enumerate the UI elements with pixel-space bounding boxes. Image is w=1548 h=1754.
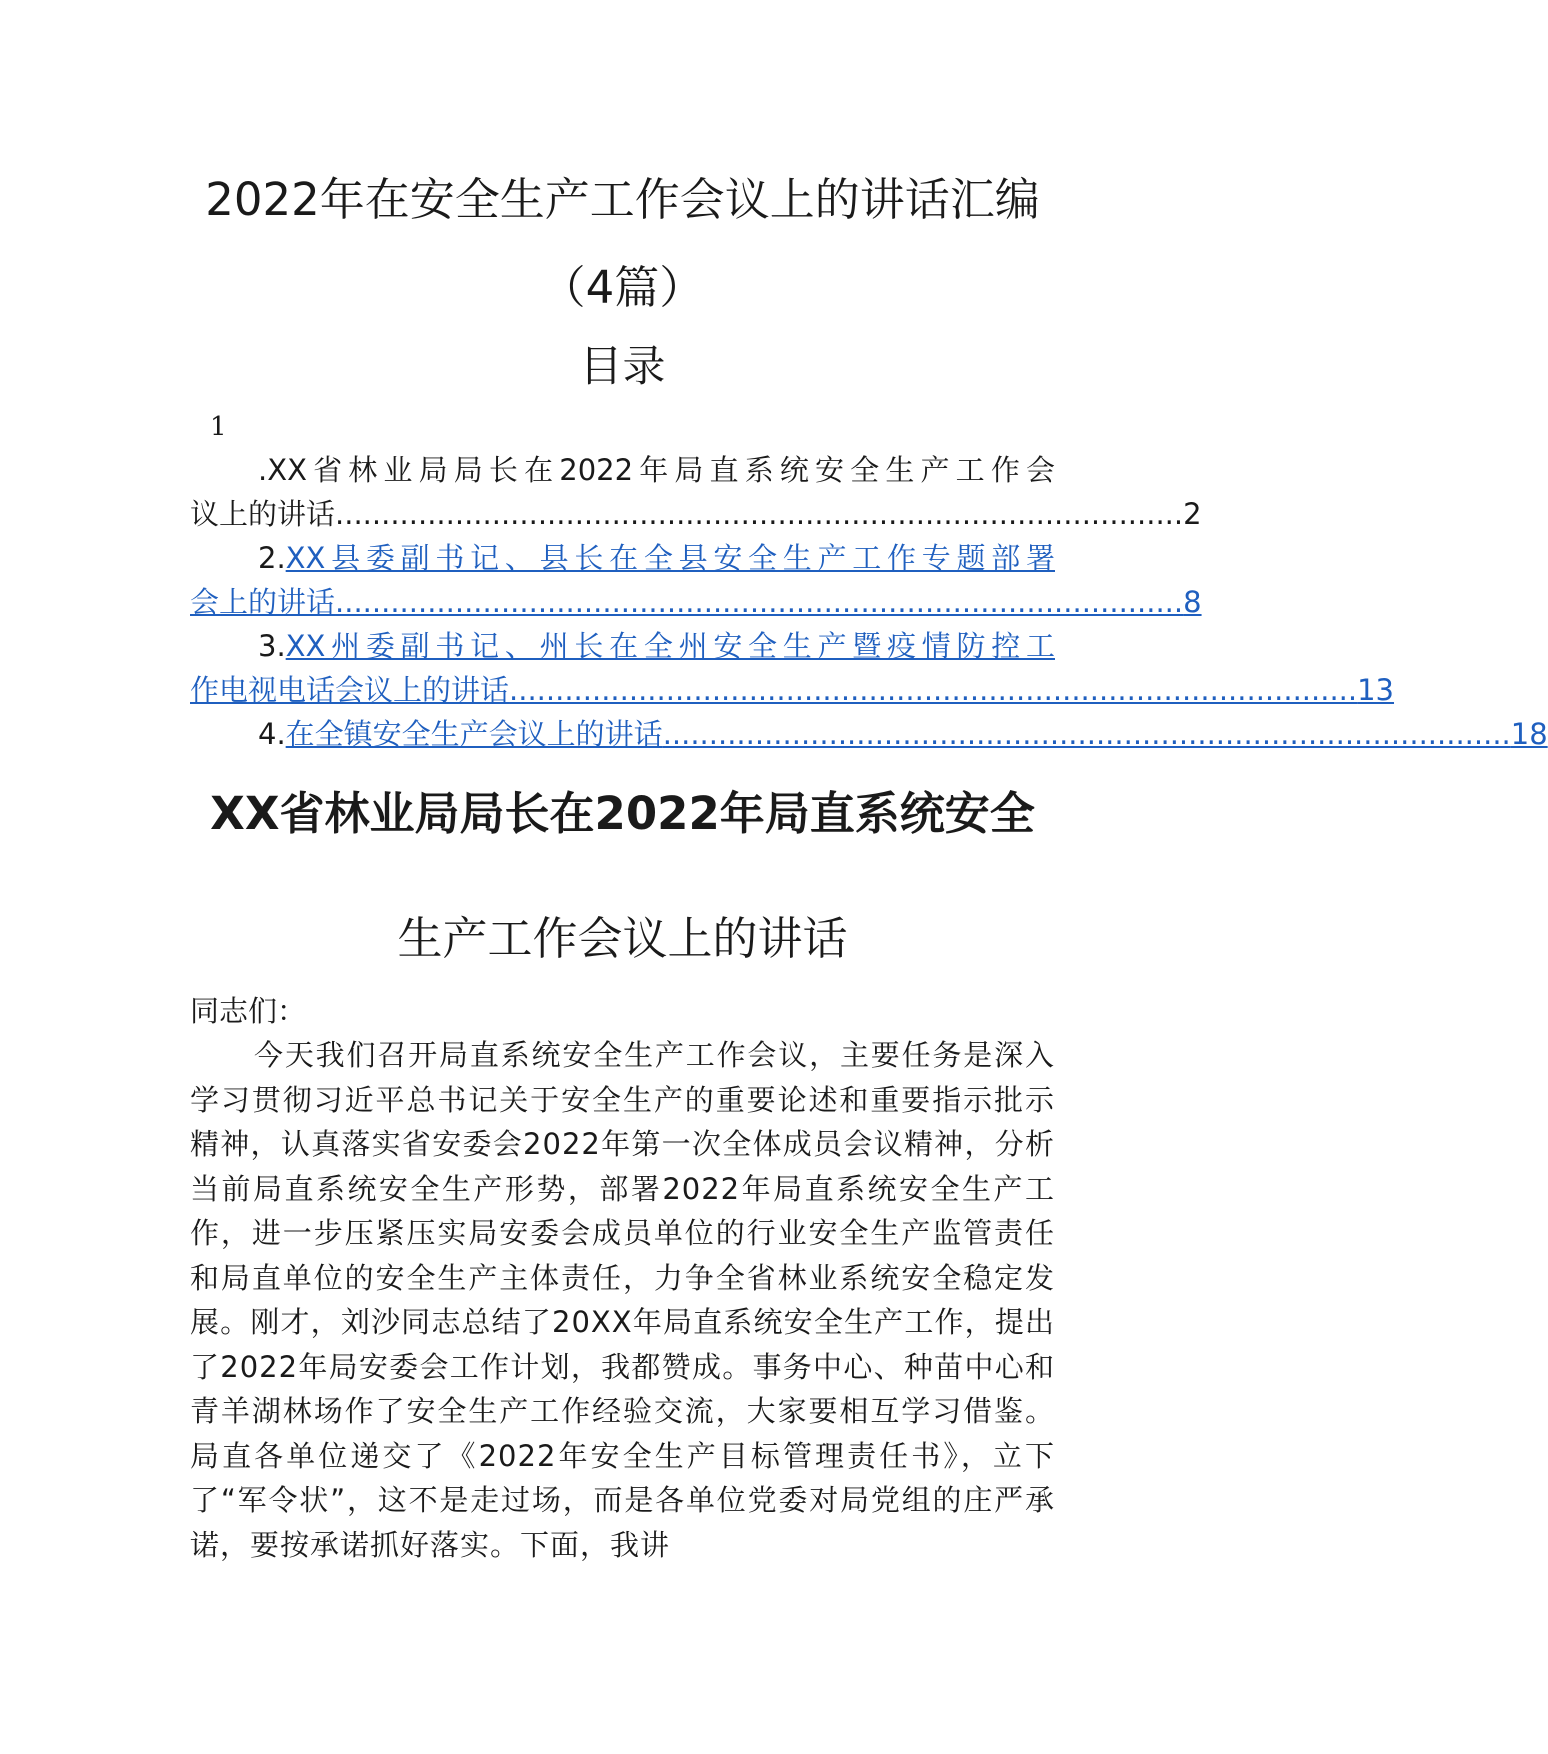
greeting: 同志们： (190, 994, 307, 1029)
toc-entry-3[interactable] (190, 624, 1395, 712)
toc-stray-number: 1 (210, 412, 227, 442)
toc-link[interactable]: XX县委副书记、县长在全县安全生产工作专题部署 (285, 541, 1055, 575)
toc-entry-prefix: 2. (258, 541, 286, 575)
toc-entry-text: XX省林业局局长在2022年局直系统安全生产工作会 (267, 453, 1055, 487)
toc-heading: 目录 (579, 342, 666, 392)
toc-entry-page: 18 (1510, 717, 1548, 751)
toc-entry-2[interactable] (190, 536, 1202, 624)
toc-entry-prefix: . (258, 453, 268, 487)
compilation-subtitle: （4篇） (540, 261, 705, 314)
toc-entry-prefix: 4. (258, 717, 286, 751)
table-of-contents (190, 448, 1548, 756)
toc-entry-prefix: 3. (258, 629, 286, 663)
body-paragraph: 今天我们召开局直系统安全生产工作会议，主要任务是深入学习贯彻习近平总书记关于安全生产的重要论述和重要指示批示精神，认真落实省安委会2022年第一次全体成员会议精神，分析当前局直系统安全生产形势，部署2022年局直系统安全生产工作，进一步压紧压实局安委会成员单位的行业安全生产监管责任和局直单位的安全生产主体责任，力争全省林业系统安全稳定发展。刚才，刘沙同志总结了20XX年局直系统安全生产工作，提出了2022年局安委会工作计划，我都赞成。事务中心、种苗中心和青羊湖林场作了安全生产工作经验交流，大家要相互学习借鉴。局直各单位递交了《2022年安全生产目标管理责任书》，立下了“军令状”，这不是走过场，而是各单位党委对局党组的庄严承诺，要按承诺抓好落实。下面，我讲 (190, 1038, 1055, 1562)
toc-entry-4[interactable] (190, 712, 1548, 756)
toc-link[interactable]: 在全镇安全生产会议上的讲话............................................................................................ (285, 717, 1511, 751)
toc-entry-page: 2 (1183, 497, 1202, 531)
article-title: XX省林业局局长在2022年局直系统安全 (210, 787, 1035, 840)
toc-entry-page: 8 (1183, 585, 1202, 619)
toc-entry-leader: 作电视电话会议上的讲话............................................................................................ (190, 673, 1358, 707)
toc-entry-leader: 会上的讲话............................................................................................ (190, 585, 1184, 619)
compilation-title: 2022年在安全生产工作会议上的讲话汇编 (205, 173, 1040, 226)
article-title-line2: 生产工作会议上的讲话 (397, 912, 848, 966)
toc-entry-1[interactable] (190, 448, 1202, 536)
toc-entry-page: 13 (1357, 673, 1395, 707)
toc-entry-leader: 议上的讲话............................................................................................ (190, 497, 1184, 531)
document-page (190, 0, 1548, 1567)
toc-link[interactable]: XX州委副书记、州长在全州安全生产暨疫情防控工 (285, 629, 1055, 663)
